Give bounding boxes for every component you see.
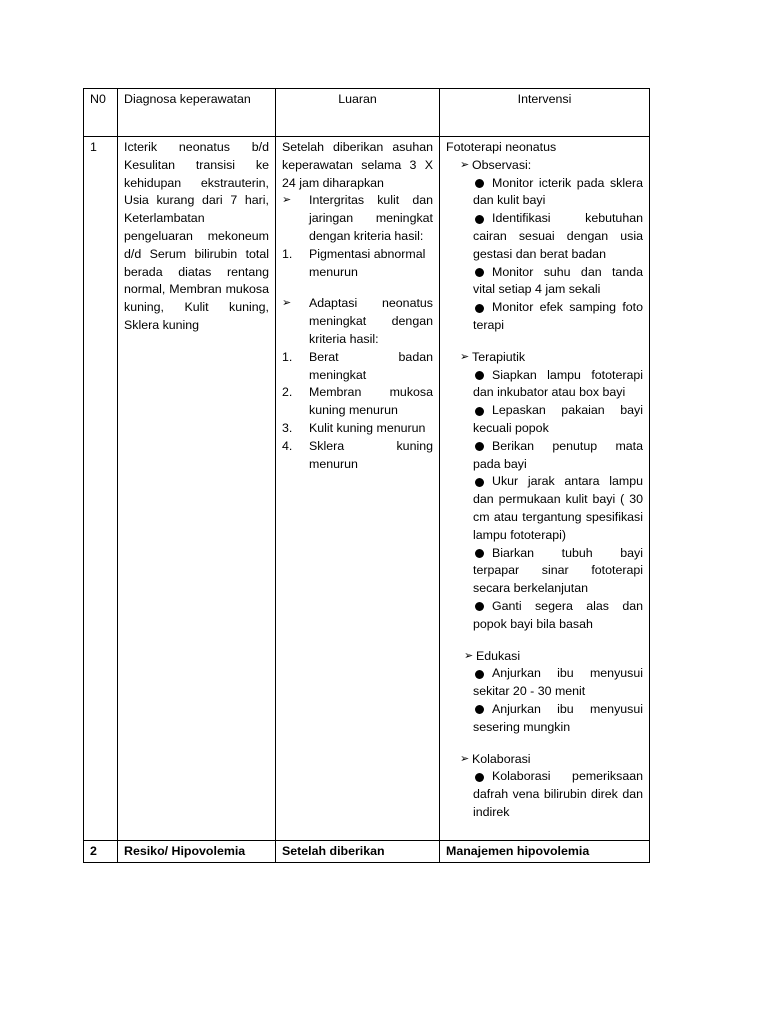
table-row (84, 840, 650, 863)
list-item: Monitor efek samping foto terapi (473, 300, 643, 332)
table-header-row (84, 89, 650, 137)
row-number: 2 (84, 840, 118, 863)
observasi-heading: ➢ Observasi: (446, 157, 643, 175)
luaran-intro: Setelah diberikan asuhan keperawatan selama 3 X 24 jam diharapkan (282, 140, 433, 190)
list-item: 1. Berat badan meningkat (282, 349, 433, 382)
bullet-icon (475, 268, 484, 277)
luaran-group-1 (282, 192, 433, 245)
list-item: 3. Kulit kuning menurun (282, 420, 426, 435)
chevron-right-icon: ➢ (282, 194, 292, 207)
list-item: Monitor suhu dan tanda vital setiap 4 jam sekali (473, 264, 643, 297)
bullet-icon (475, 304, 484, 313)
luaran-cell (276, 137, 440, 841)
luaran-group-2-title: Adaptasi neonatus meningkat dengan kriteria hasil: (309, 296, 433, 346)
list-item: 1. Pigmentasi abnormal menurun (282, 246, 426, 279)
luaran-cell: Setelah diberikan (276, 840, 440, 863)
list-item: Kolaborasi pemeriksaan dafrah vena bilirubin direk dan indirek (473, 769, 643, 819)
edukasi-heading: ➢ Edukasi (446, 648, 643, 666)
chevron-right-icon: ➢ (460, 350, 470, 363)
row-number: 1 (84, 137, 118, 841)
header-no: N0 (84, 89, 118, 137)
table-row (84, 137, 650, 841)
list-item: Monitor icterik pada sklera dan kulit bayi (473, 175, 643, 208)
list-item: Ukur jarak antara lampu dan permukaan kulit bayi ( 30 cm atau tergantung spesifikasi lampu fototerapi) (473, 474, 643, 542)
bullet-icon (475, 773, 484, 782)
bullet-icon (475, 670, 484, 679)
list-item: Ganti segera alas dan popok bayi bila basah (473, 598, 643, 631)
intervensi-cell (440, 137, 650, 841)
list-item: Biarkan tubuh bayi terpapar sinar fototerapi secara berkelanjutan (473, 545, 643, 596)
bullet-icon (475, 371, 484, 380)
nursing-care-plan-table (83, 88, 650, 863)
header-diagnosa: Diagnosa keperawatan (118, 89, 276, 137)
list-item: 4. Sklera kuning menurun (282, 438, 433, 471)
chevron-right-icon: ➢ (460, 158, 470, 171)
list-item: Anjurkan ibu menyusui sekitar 20 - 30 menit (473, 666, 643, 699)
bullet-icon (475, 549, 484, 558)
intervensi-cell: Manajemen hipovolemia (440, 840, 650, 863)
list-item: Lepaskan pakaian bayi kecuali popok (473, 403, 643, 435)
header-intervensi: Intervensi (440, 89, 650, 137)
bullet-icon (475, 478, 484, 487)
header-luaran: Luaran (276, 89, 440, 137)
luaran-group-1-title: Intergritas kulit dan jaringan meningkat dengan kriteria hasil: (309, 193, 433, 243)
list-item: Identifikasi kebutuhan cairan sesuai dengan usia gestasi dan berat badan (473, 211, 643, 261)
intervensi-title: Fototerapi neonatus (446, 140, 557, 154)
list-item: Anjurkan ibu menyusui sesering mungkin (473, 701, 643, 734)
list-item: Berikan penutup mata pada bayi (473, 438, 643, 471)
bullet-icon (475, 407, 484, 416)
diagnosa-cell: Resiko/ Hipovolemia (118, 840, 276, 863)
luaran-group-2 (282, 295, 433, 348)
list-item: 2. Membran mukosa kuning menurun (282, 385, 433, 418)
diagnosa-cell: Icterik neonatus b/d Kesulitan transisi ke kehidupan ekstrauterin, Usia kurang dari 7 hari, Keterlambatan pengeluaran mekoneum d/d Serum bilirubin total berada diatas rentang normal, Membran mukosa kuning, Kulit kuning, Sklera kuning (118, 137, 276, 841)
bullet-icon (475, 215, 484, 224)
chevron-right-icon: ➢ (464, 649, 474, 662)
terapiutik-heading: ➢ Terapiutik (446, 349, 643, 367)
chevron-right-icon: ➢ (460, 752, 470, 765)
list-item: Siapkan lampu fototerapi dan inkubator atau box bayi (473, 367, 643, 400)
chevron-right-icon: ➢ (282, 297, 292, 310)
kolaborasi-heading: ➢ Kolaborasi (446, 751, 643, 769)
